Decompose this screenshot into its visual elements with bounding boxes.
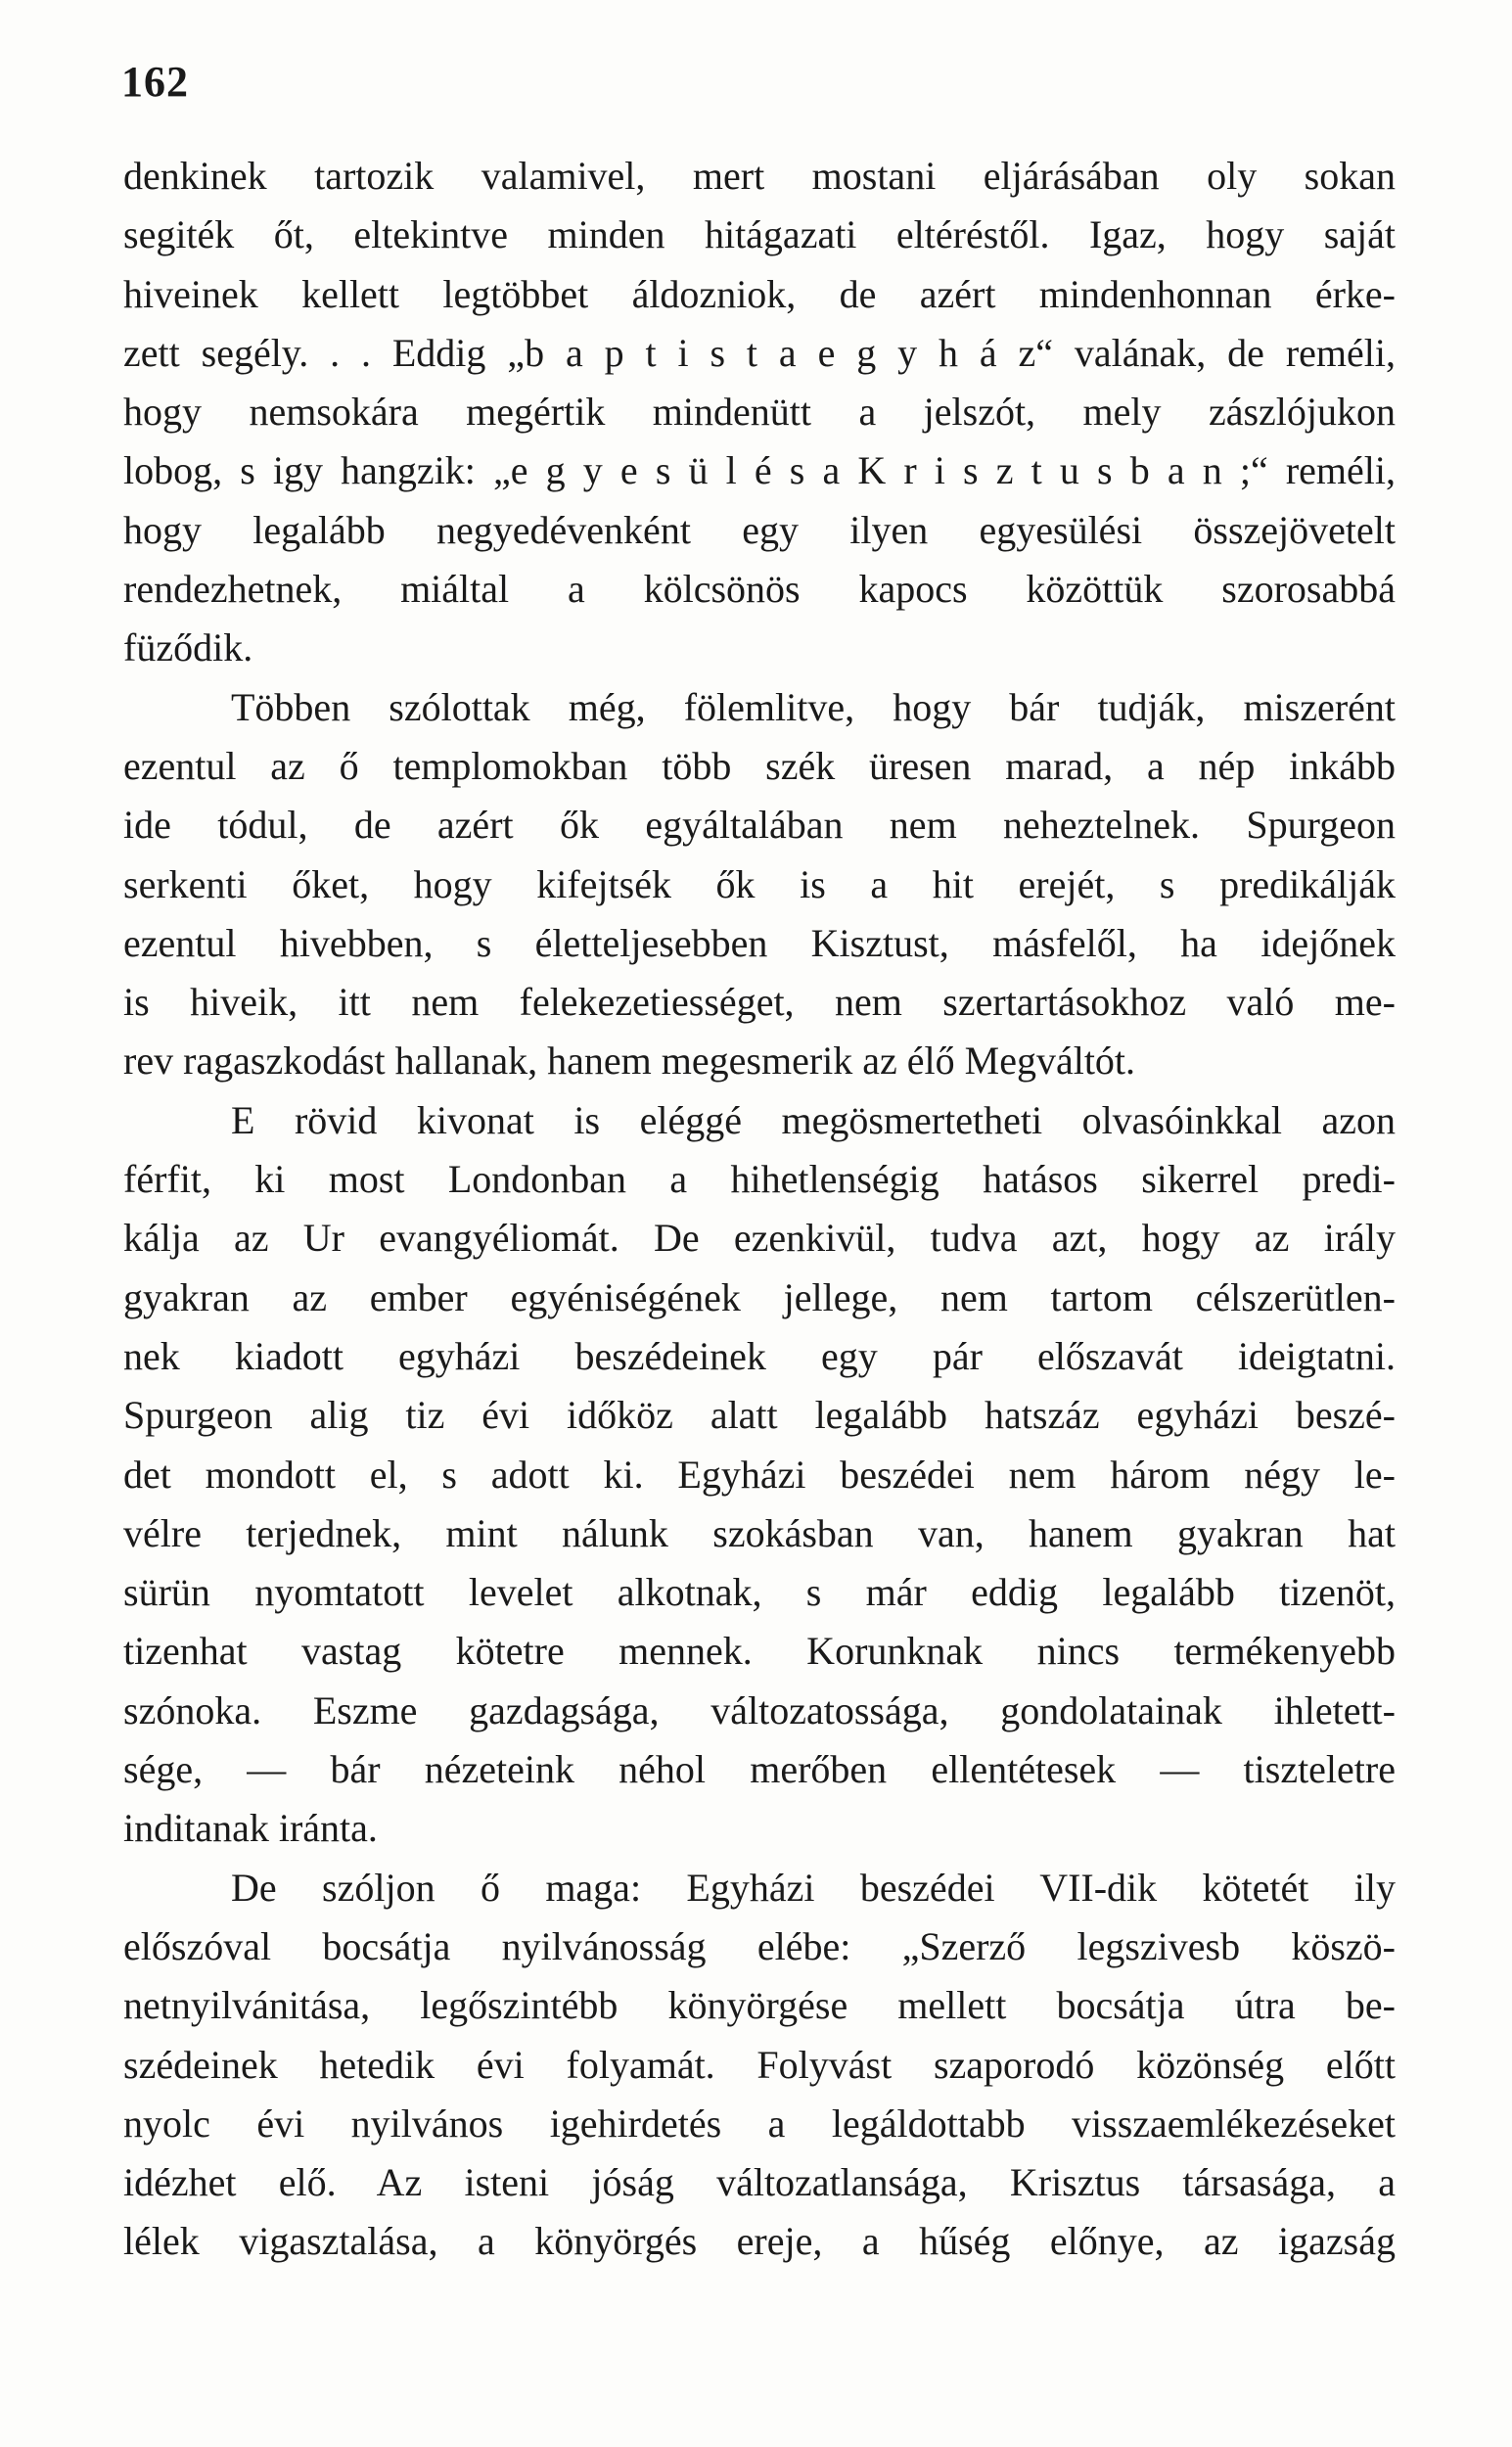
paragraph-start-line: De szóljon ő maga: Egyházi beszédei VII-dik kötetét ily	[231, 1865, 1396, 1910]
text-line: det mondott el, s adott ki. Egyházi beszédei nem három négy le-	[123, 1452, 1396, 1497]
text-line: serkenti őket, hogy kifejtsék ők is a hit erejét, s predikálják	[123, 861, 1396, 906]
text-line: férfit, ki most Londonban a hihetlenségig hatásos sikerrel predi-	[123, 1157, 1396, 1202]
paragraph-start-line: Többen szólottak még, fölemlitve, hogy bár tudják, miszerént	[231, 684, 1396, 729]
text-line: is hiveik, itt nem felekezetiességet, nem szertartásokhoz való me-	[123, 980, 1396, 1025]
text-line: rev ragaszkodást hallanak, hanem megesmerik az élő Megváltót.	[123, 1039, 1136, 1084]
text-line: zett segély. . . Eddig „b a p t i s t a e g y h á z“ valának, de reméli,	[123, 330, 1396, 375]
text-line: sége, — bár nézeteink néhol merőben ellentétesek — tiszteletre	[123, 1747, 1396, 1792]
text-line: ezentul az ő templomokban több szék üresen marad, a nép inkább	[123, 743, 1396, 788]
text-line: hiveinek kellett legtöbbet áldozniok, de azért mindenhonnan érke-	[123, 271, 1396, 316]
text-line: szédeinek hetedik évi folyamát. Folyvást szaporodó közönség előtt	[123, 2042, 1396, 2087]
text-line: idézhet elő. Az isteni jóság változatlansága, Krisztus társasága, a	[123, 2160, 1396, 2205]
text-line: hogy nemsokára megértik mindenütt a jelszót, mely zászlójukon	[123, 390, 1396, 435]
text-line: ezentul hivebben, s életteljesebben Kisztust, másfelől, ha idejőnek	[123, 920, 1396, 965]
text-line: füződik.	[123, 625, 253, 670]
text-line: netnyilvánitása, legőszintébb könyörgése mellett bocsátja útra be-	[123, 1983, 1396, 2028]
text-line: Spurgeon alig tiz évi időköz alatt legalább hatszáz egyházi beszé-	[123, 1393, 1396, 1438]
text-line: vélre terjednek, mint nálunk szokásban van, hanem gyakran hat	[123, 1510, 1396, 1555]
text-line: ide tódul, de azért ők egyáltalában nem neheztelnek. Spurgeon	[123, 803, 1396, 848]
paragraph-start-line: E rövid kivonat is eléggé megösmertetheti olvasóinkkal azon	[231, 1097, 1396, 1142]
text-line: tizenhat vastag kötetre mennek. Korunknak nincs termékenyebb	[123, 1629, 1396, 1674]
text-line: gyakran az ember egyéniségének jellege, nem tartom célszerütlen-	[123, 1274, 1396, 1319]
text-line: denkinek tartozik valamivel, mert mostani eljárásában oly sokan	[123, 154, 1396, 198]
text-line: segiték őt, eltekintve minden hitágazati eltéréstől. Igaz, hogy saját	[123, 212, 1396, 257]
text-line: kálja az Ur evangyéliomát. De ezenkivül, tudva azt, hogy az irály	[123, 1216, 1396, 1261]
text-line: előszóval bocsátja nyilvánosság elébe: „Szerző legszivesb köszö-	[123, 1923, 1396, 1968]
text-line: hogy legalább negyedévenként egy ilyen egyesülési összejövetelt	[123, 507, 1396, 552]
page-number: 162	[121, 58, 189, 106]
text-line: szónoka. Eszme gazdagsága, változatossága, gondolatainak ihletett-	[123, 1687, 1396, 1732]
text-line: nek kiadott egyházi beszédeinek egy pár előszavát ideigtatni.	[123, 1333, 1396, 1378]
body-text	[123, 147, 1396, 2272]
text-line: inditanak iránta.	[123, 1806, 378, 1851]
text-line: lobog, s igy hangzik: „e g y e s ü l é s a K r i s z t u s b a n ;“ reméli,	[123, 448, 1396, 493]
text-line: lélek vigasztalása, a könyörgés ereje, a hűség előnye, az igazság	[123, 2219, 1396, 2264]
text-line: rendezhetnek, miáltal a kölcsönös kapocs közöttük szorosabbá	[123, 567, 1396, 612]
text-line: sürün nyomtatott levelet alkotnak, s már eddig legalább tizenöt,	[123, 1570, 1396, 1615]
text-line: nyolc évi nyilvános igehirdetés a legáldottabb visszaemlékezéseket	[123, 2101, 1396, 2146]
